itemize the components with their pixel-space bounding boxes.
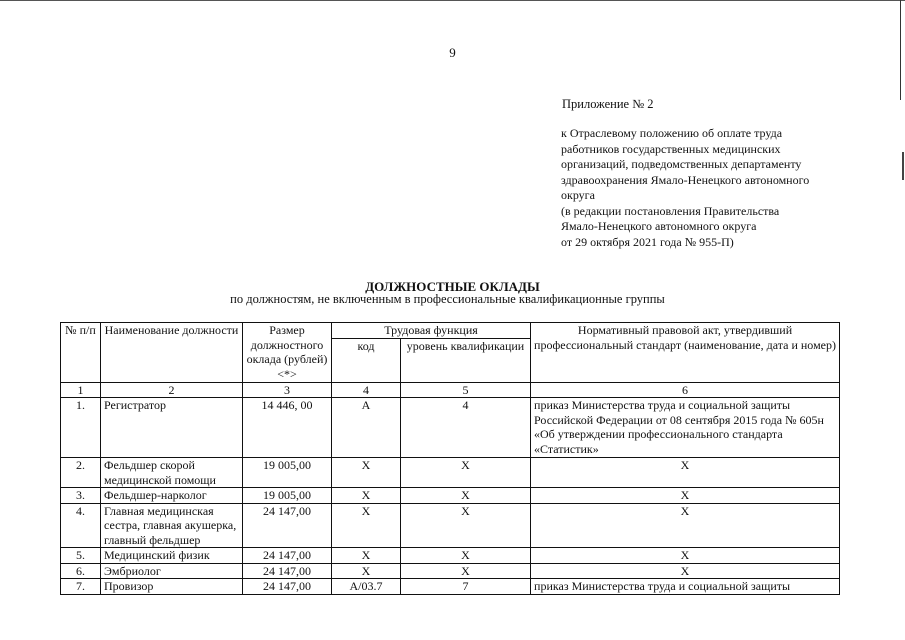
annex-line: округа bbox=[561, 188, 595, 202]
header-level: уровень квалификации bbox=[401, 338, 531, 382]
header-name: Наименование должности bbox=[101, 323, 243, 383]
row-num: 2. bbox=[61, 458, 101, 488]
row-act: приказ Министерства труда и социальной защиты bbox=[531, 579, 840, 595]
row-name: Фельдшер-нарколог bbox=[101, 488, 243, 504]
table-row bbox=[61, 458, 840, 488]
column-number: 2 bbox=[101, 382, 243, 398]
scan-top-edge bbox=[0, 0, 905, 1]
annex-body bbox=[561, 126, 861, 250]
header-labor-function: Трудовая функция bbox=[332, 323, 531, 339]
table-row bbox=[61, 548, 840, 564]
row-name: Эмбриолог bbox=[101, 563, 243, 579]
row-code: Х bbox=[332, 503, 401, 548]
header-act: Нормативный правовой акт, утвердивший профессиональный стандарт (наименование, дата и номер) bbox=[531, 323, 840, 383]
column-number: 4 bbox=[332, 382, 401, 398]
row-level: 4 bbox=[401, 398, 531, 458]
annex-line: к Отраслевому положению об оплате труда bbox=[561, 126, 783, 140]
row-code: Х bbox=[332, 458, 401, 488]
row-name: Провизор bbox=[101, 579, 243, 595]
column-number: 1 bbox=[61, 382, 101, 398]
row-level: 7 bbox=[401, 579, 531, 595]
row-act: Х bbox=[531, 563, 840, 579]
annex-line: Ямало-Ненецкого автономного округа bbox=[561, 219, 757, 233]
row-act: Х bbox=[531, 548, 840, 564]
row-name: Главная медицинская сестра, главная акушерка, главный фельдшер bbox=[101, 503, 243, 548]
row-act: приказ Министерства труда и социальной защиты Российской Федерации от 08 сентября 2015 года № 605н «Об утверждении профессионального стандарта «Статистик» bbox=[531, 398, 840, 458]
column-number: 5 bbox=[401, 382, 531, 398]
document-subtitle: по должностям, не включенным в профессиональные квалификационные группы bbox=[230, 292, 665, 306]
table-row bbox=[61, 503, 840, 548]
annex-line: работников государственных медицинских bbox=[561, 141, 781, 156]
column-number: 3 bbox=[243, 382, 332, 398]
row-act: Х bbox=[531, 488, 840, 504]
row-level: Х bbox=[401, 503, 531, 548]
row-salary: 19 005,00 bbox=[243, 488, 332, 504]
row-num: 1. bbox=[61, 398, 101, 458]
row-name: Регистратор bbox=[101, 398, 243, 458]
salary-table bbox=[60, 322, 840, 595]
row-act: Х bbox=[531, 503, 840, 548]
scan-margin-mark bbox=[902, 152, 904, 180]
annex-line: здравоохранения Ямало-Ненецкого автономного bbox=[561, 172, 810, 187]
row-num: 6. bbox=[61, 563, 101, 579]
row-salary: 24 147,00 bbox=[243, 563, 332, 579]
table-row bbox=[61, 579, 840, 595]
row-salary: 19 005,00 bbox=[243, 458, 332, 488]
annex-line: организаций, подведомственных департаменту bbox=[561, 157, 802, 171]
header-code: код bbox=[332, 338, 401, 382]
annex-title: Приложение № 2 bbox=[562, 97, 654, 111]
row-salary: 24 147,00 bbox=[243, 503, 332, 548]
row-name: Медицинский физик bbox=[101, 548, 243, 564]
column-number: 6 bbox=[531, 382, 840, 398]
row-num: 4. bbox=[61, 503, 101, 548]
table-row bbox=[61, 488, 840, 504]
document-title: ДОЛЖНОСТНЫЕ ОКЛАДЫ bbox=[365, 279, 540, 294]
row-code: А bbox=[332, 398, 401, 458]
table-row bbox=[61, 563, 840, 579]
page-number: 9 bbox=[449, 45, 456, 60]
header-salary: Размер должностного оклада (рублей) <*> bbox=[243, 323, 332, 383]
row-level: Х bbox=[401, 488, 531, 504]
row-name: Фельдшер скорой медицинской помощи bbox=[101, 458, 243, 488]
row-code: А/03.7 bbox=[332, 579, 401, 595]
row-salary: 14 446, 00 bbox=[243, 398, 332, 458]
row-num: 5. bbox=[61, 548, 101, 564]
annex-line: (в редакции постановления Правительства bbox=[561, 203, 780, 218]
row-level: Х bbox=[401, 548, 531, 564]
row-num: 7. bbox=[61, 579, 101, 595]
row-code: Х bbox=[332, 563, 401, 579]
row-salary: 24 147,00 bbox=[243, 579, 332, 595]
row-act: Х bbox=[531, 458, 840, 488]
row-salary: 24 147,00 bbox=[243, 548, 332, 564]
table-row bbox=[61, 398, 840, 458]
row-level: Х bbox=[401, 563, 531, 579]
row-level: Х bbox=[401, 458, 531, 488]
row-num: 3. bbox=[61, 488, 101, 504]
header-num: № п/п bbox=[61, 323, 101, 383]
row-code: Х bbox=[332, 548, 401, 564]
row-code: Х bbox=[332, 488, 401, 504]
annex-line: от 29 октября 2021 года № 955-П) bbox=[561, 234, 734, 249]
